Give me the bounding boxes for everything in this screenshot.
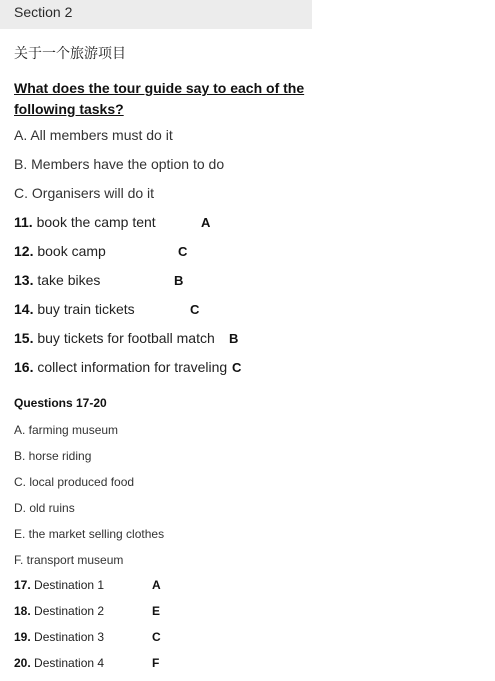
task-number: 14.	[14, 301, 34, 317]
part2-option: C. local produced food	[14, 475, 135, 489]
task-answer: B	[174, 273, 184, 288]
destination-item	[14, 656, 104, 670]
part2-option: D. old ruins	[14, 501, 75, 515]
task-item	[14, 272, 100, 288]
task-text: collect information for traveling	[37, 359, 228, 375]
task-number: 11.	[14, 214, 33, 230]
task-number: 16.	[14, 359, 34, 375]
section-header	[0, 0, 312, 29]
destination-answer: E	[152, 604, 161, 618]
section-label: Section 2	[14, 4, 73, 20]
destination-answer: A	[152, 578, 161, 592]
destination-text: Destination 3	[34, 630, 105, 644]
task-answer: A	[201, 215, 211, 230]
task-item	[14, 214, 156, 230]
destination-number: 18.	[14, 604, 31, 618]
topic-heading: 关于一个旅游项目	[14, 46, 126, 62]
part2-option: F. transport museum	[14, 553, 124, 567]
destination-answer: F	[152, 656, 160, 670]
destination-number: 20.	[14, 656, 31, 670]
part2-title: Questions 17-20	[14, 396, 107, 410]
part1-option: B. Members have the option to do	[14, 156, 225, 172]
destination-item	[14, 604, 104, 618]
task-answer: C	[232, 360, 242, 375]
part1-option: C. Organisers will do it	[14, 185, 155, 201]
destination-text: Destination 2	[34, 604, 105, 618]
task-item	[14, 359, 227, 375]
task-number: 13.	[14, 272, 34, 288]
part2-option: B. horse riding	[14, 449, 92, 463]
destination-answer: C	[152, 630, 161, 644]
task-answer: C	[190, 302, 200, 317]
part1-option: A. All members must do it	[14, 127, 173, 143]
destination-text: Destination 4	[34, 656, 105, 670]
destination-number: 19.	[14, 630, 31, 644]
part2-option: A. farming museum	[14, 423, 119, 437]
destination-text: Destination 1	[34, 578, 105, 592]
task-text: buy tickets for football match	[37, 330, 215, 346]
task-number: 15.	[14, 330, 34, 346]
part1-question: What does the tour guide say to each of the following tasks?	[14, 80, 305, 117]
task-item	[14, 330, 215, 346]
task-answer: C	[178, 244, 188, 259]
task-answer: B	[229, 331, 239, 346]
task-text: book camp	[37, 243, 106, 259]
task-number: 12.	[14, 243, 34, 259]
task-text: book the camp tent	[36, 214, 156, 230]
destination-item	[14, 630, 104, 644]
destination-number: 17.	[14, 578, 31, 592]
task-item	[14, 301, 135, 317]
task-text: take bikes	[37, 272, 101, 288]
task-item	[14, 243, 106, 259]
part2-option: E. the market selling clothes	[14, 527, 165, 541]
destination-item	[14, 578, 104, 592]
task-text: buy train tickets	[37, 301, 135, 317]
